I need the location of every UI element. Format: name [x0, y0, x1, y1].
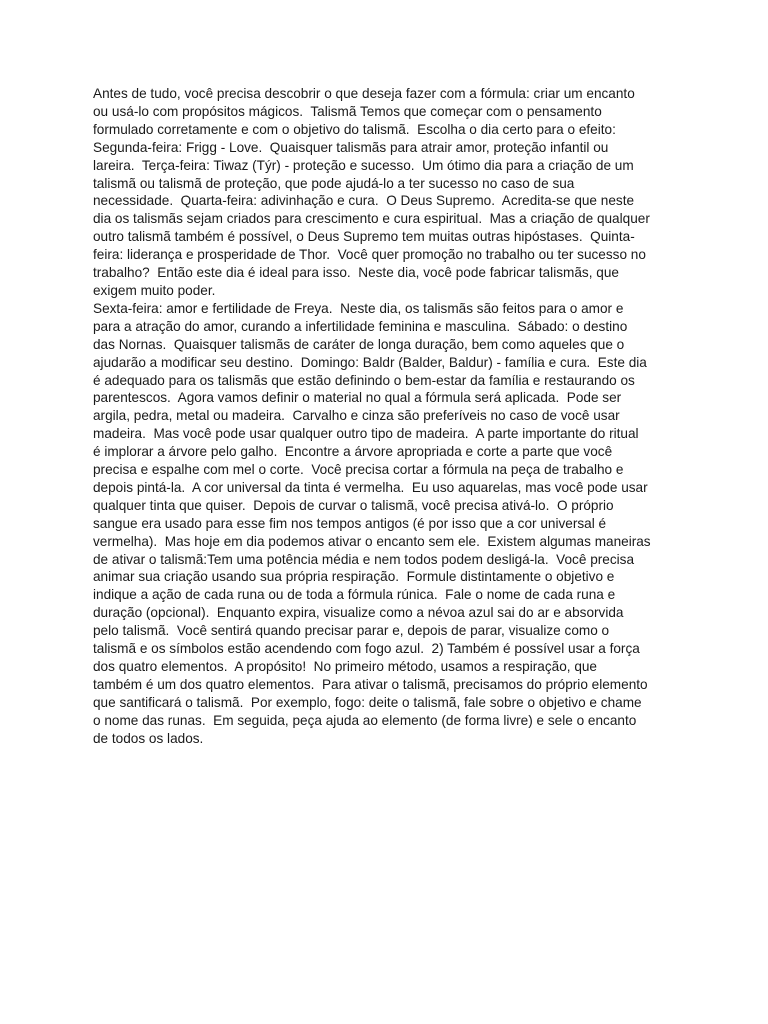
text-line: madeira. Mas você pode usar qualquer outro tipo de madeira. A parte importante do ritual	[93, 426, 639, 442]
document-body-text	[93, 85, 693, 748]
text-line: lareira. Terça-feira: Tiwaz (Týr) - proteção e sucesso. Um ótimo dia para a criação de um	[93, 157, 634, 173]
text-line: Segunda-feira: Frigg - Love. Quaisquer talismãs para atrair amor, proteção infantil ou	[93, 139, 609, 155]
text-line: para a atração do amor, curando a infertilidade feminina e masculina. Sábado: o destino	[93, 318, 628, 334]
text-line: feira: liderança e prosperidade de Thor. Você quer promoção no trabalho ou ter sucesso no	[93, 247, 646, 263]
text-line: animar sua criação usando sua própria respiração. Formule distintamente o objetivo e	[93, 569, 615, 585]
text-line: duração (opcional). Enquanto expira, visualize como a névoa azul sai do ar e absorvida	[93, 605, 624, 621]
text-line: outro talismã também é possível, o Deus Supremo tem muitas outras hipóstases. Quinta-	[93, 229, 635, 245]
text-line: é adequado para os talismãs que estão definindo o bem-estar da família e restaurando os	[93, 372, 635, 388]
text-line: é implorar a árvore pelo galho. Encontre a árvore apropriada e corte a parte que você	[93, 444, 613, 460]
text-line: depois pintá-la. A cor universal da tinta é vermelha. Eu uso aquarelas, mas você pode usar	[93, 479, 648, 495]
text-line: parentescos. Agora vamos definir o material no qual a fórmula será aplicada. Pode ser	[93, 390, 622, 406]
text-line: dos quatro elementos. A propósito! No primeiro método, usamos a respiração, que	[93, 659, 597, 674]
text-line: indique a ação de cada runa ou de toda a fórmula rúnica. Fale o nome de cada runa e	[93, 587, 616, 603]
text-line: precisa e espalhe com mel o corte. Você precisa cortar a fórmula na peça de trabalho e	[93, 462, 624, 478]
text-line: das Nornas. Quaisquer talismãs de caráter de longa duração, bem como aqueles que o	[93, 336, 625, 352]
text-line: de todos os lados.	[93, 730, 204, 746]
text-line: o nome das runas. Em seguida, peça ajuda ao elemento (de forma livre) e sele o encanto	[93, 712, 637, 728]
text-line: exigem muito poder.	[93, 282, 216, 298]
text-line: trabalho? Então este dia é ideal para isso. Neste dia, você pode fabricar talismãs, que	[93, 265, 619, 281]
text-line: ou usá-lo com propósitos mágicos. Talismã Temos que começar com o pensamento	[93, 103, 602, 119]
text-line: dia os talismãs sejam criados para crescimento e cura espiritual. Mas a criação de qualquer	[93, 211, 650, 227]
text-line: vermelha). Mas hoje em dia podemos ativar o encanto sem ele. Existem algumas maneiras	[93, 533, 651, 549]
text-line: Sexta-feira: amor e fertilidade de Freya. Neste dia, os talismãs são feitos para o amor e	[93, 300, 624, 316]
text-line: talismã e os símbolos estão acendendo com fogo azul. 2) Também é possível usar a força	[93, 641, 640, 657]
text-line: necessidade. Quarta-feira: adivinhação e cura. O Deus Supremo. Acredita-se que neste	[93, 193, 635, 209]
text-line: ajudarão a modificar seu destino. Domingo: Baldr (Balder, Baldur) - família e cura. Este dia	[93, 354, 647, 370]
text-line: que santificará o talismã. Por exemplo, fogo: deite o talismã, fale sobre o objetivo e chame	[93, 694, 642, 710]
text-line: de ativar o talismã:Tem uma potência média e nem todos podem desligá-la. Você precisa	[93, 551, 635, 567]
text-line: talismã ou talismã de proteção, que pode ajudá-lo a ter sucesso no caso de sua	[93, 175, 575, 191]
text-line: também é um dos quatro elementos. Para ativar o talismã, precisamos do próprio elemento	[93, 676, 648, 692]
text-line: formulado corretamente e com o objetivo do talismã. Escolha o dia certo para o efeito:	[93, 121, 616, 137]
text-line: argila, pedra, metal ou madeira. Carvalho e cinza são preferíveis no caso de você usar	[93, 408, 620, 424]
text-line: Antes de tudo, você precisa descobrir o que deseja fazer com a fórmula: criar um encanto	[93, 86, 635, 101]
text-line: qualquer tinta que quiser. Depois de curvar o talismã, você precisa ativá-lo. O próprio	[93, 497, 614, 513]
text-line: pelo talismã. Você sentirá quando precisar parar e, depois de parar, visualize como o	[93, 623, 610, 639]
text-line: sangue era usado para esse fim nos tempos antigos (é por isso que a cor universal é	[93, 515, 607, 531]
